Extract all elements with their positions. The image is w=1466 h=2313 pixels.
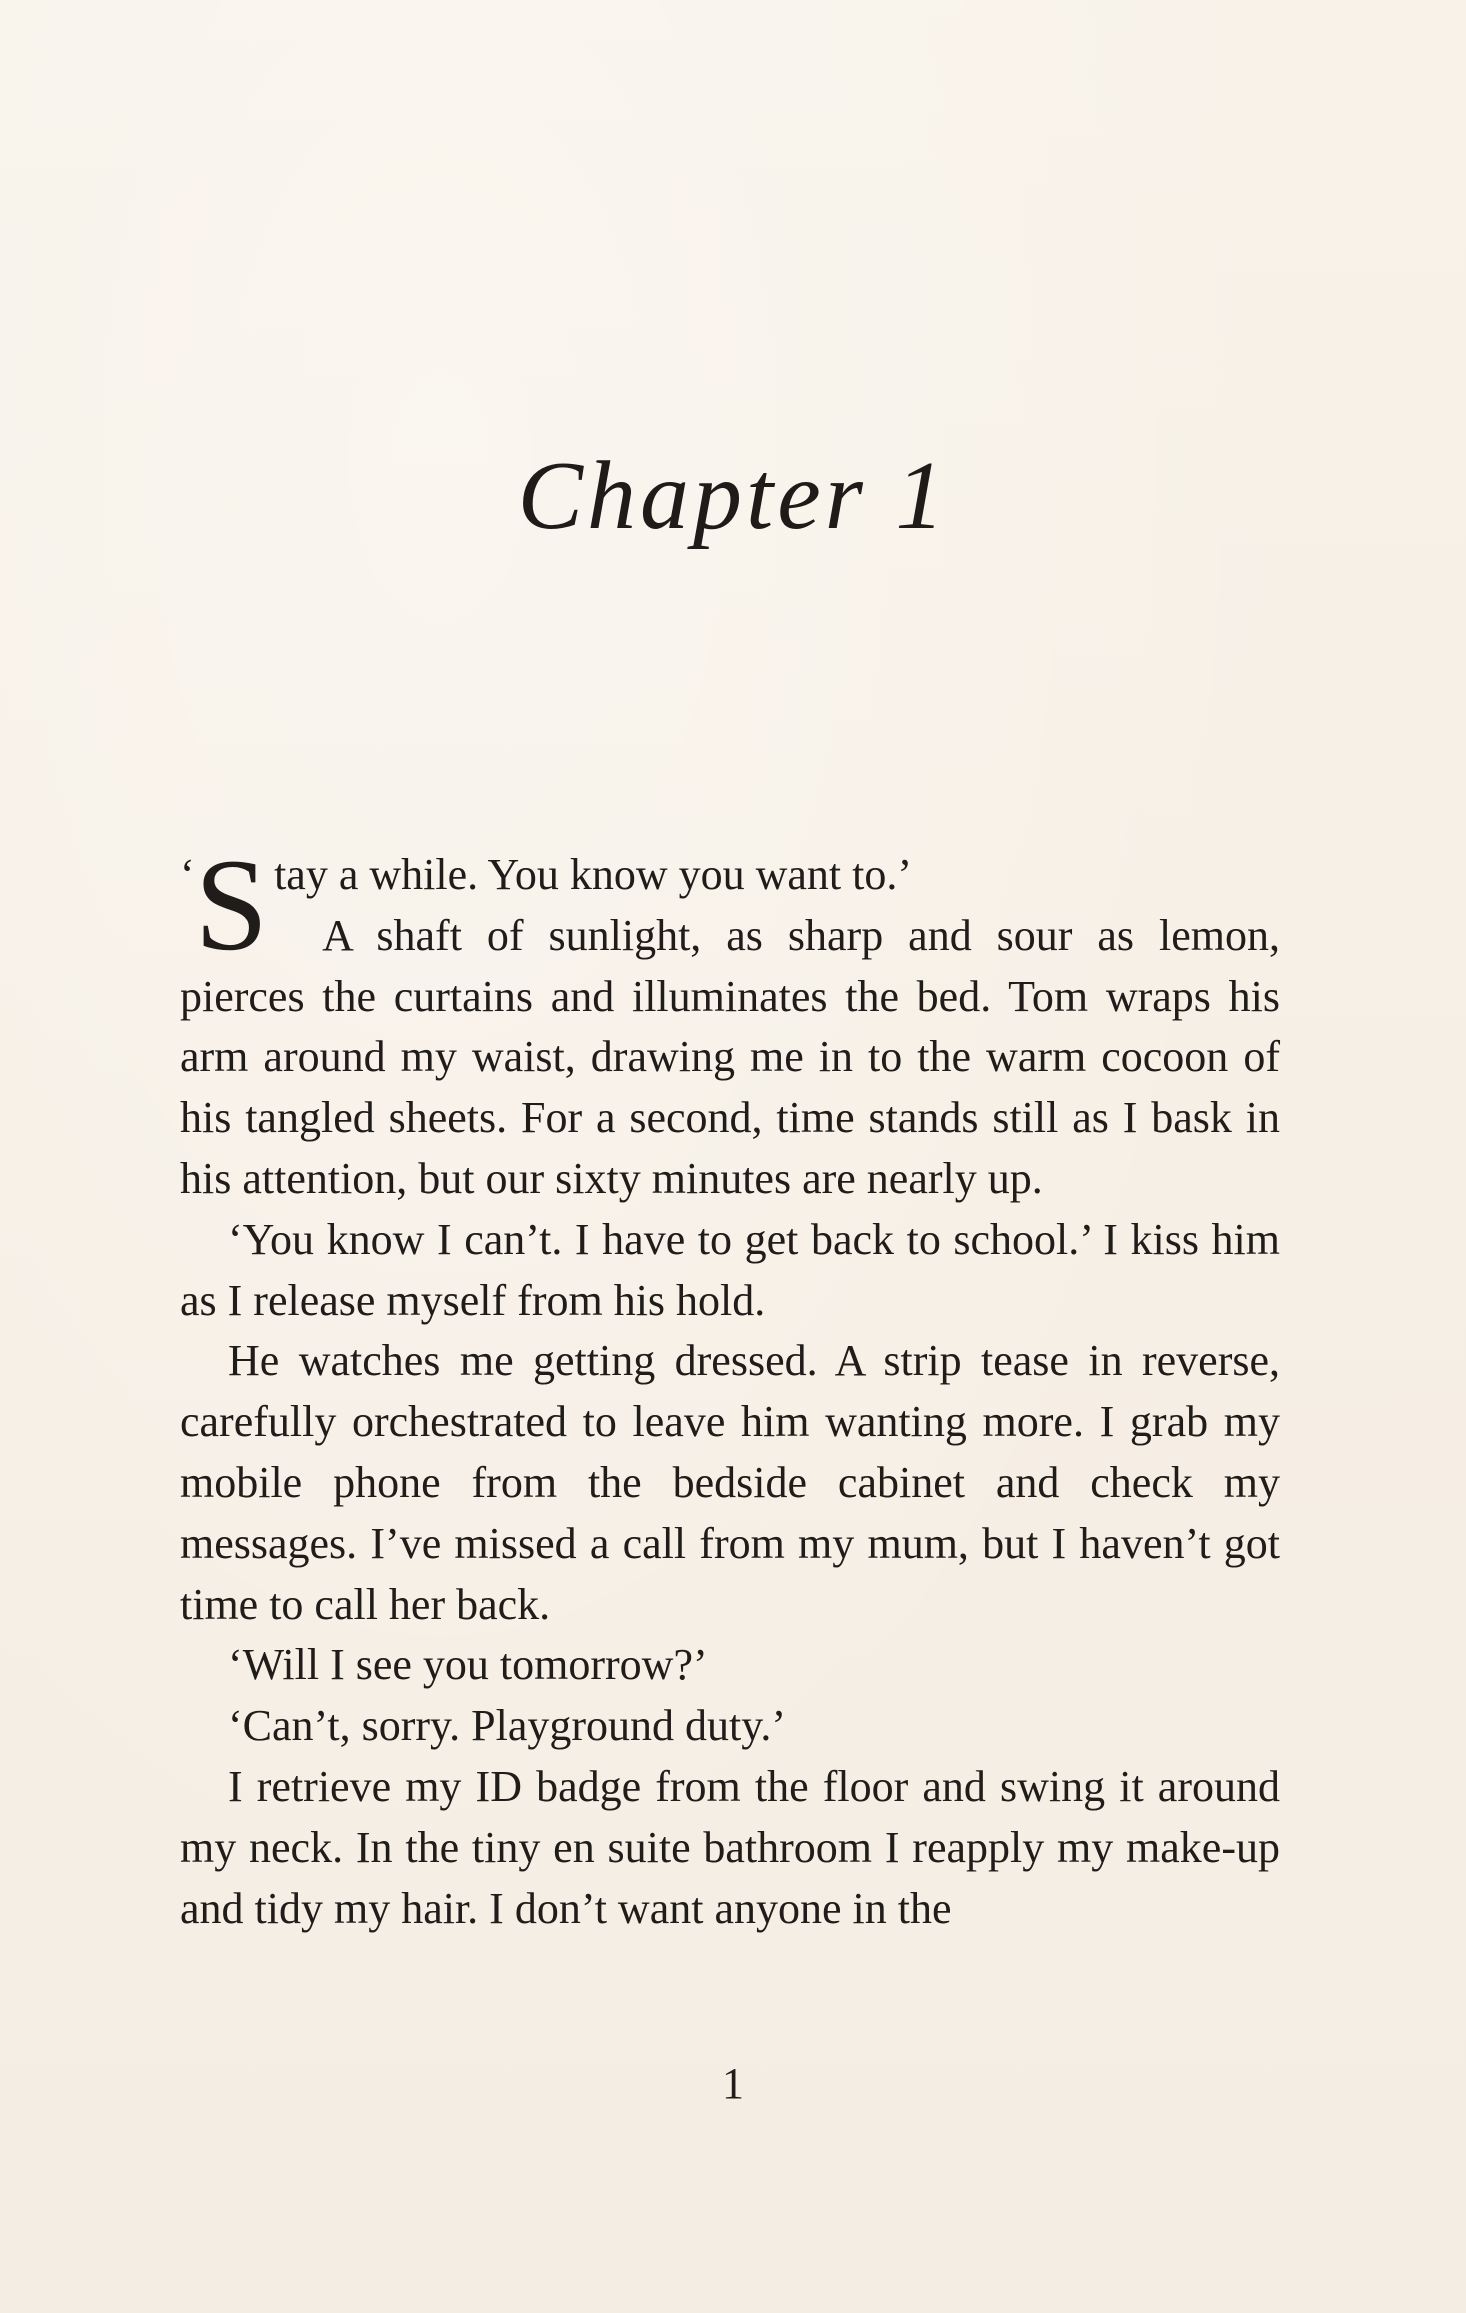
chapter-title: Chapter 1 xyxy=(517,442,949,550)
page-number: 1 xyxy=(722,2059,744,2108)
body-text xyxy=(180,831,1280,1939)
paragraph-2: A shaft of sunlight, as sharp and sour as lemon, pierces the curtains and illuminates the bed. Tom wraps his arm around my waist, drawing me in to the warm cocoon of his tangled sheets. For a second, time stands still as I bask in his attention, but our sixty minutes are nearly up. xyxy=(180,910,1280,1203)
paragraph-1-text: tay a while. You know you want to.’ xyxy=(274,850,913,899)
paragraph-3: ‘You know I can’t. I have to get back to school.’ I kiss him as I release myself from his hold. xyxy=(180,1214,1280,1325)
paragraph-4: He watches me getting dressed. A strip tease in reverse, carefully orchestrated to leave him wanting more. I grab my mobile phone from the bedside cabinet and check my messages. I’ve missed a call from my mum, but I haven’t got time to call her back. xyxy=(180,1336,1280,1629)
dropcap xyxy=(180,831,269,978)
paragraph-1 xyxy=(180,831,1280,978)
dropcap-quote: ‘ xyxy=(180,850,195,899)
paragraph-5: ‘Will I see you tomorrow?’ xyxy=(228,1640,708,1690)
dropcap-letter: S xyxy=(194,831,269,978)
paragraph-7: I retrieve my ID badge from the floor and swing it around my neck. In the tiny en suite bathroom I reapply my make-up and tidy my hair. I don’t want anyone in the xyxy=(180,1761,1280,1933)
paragraph-6: ‘Can’t, sorry. Playground duty.’ xyxy=(228,1701,787,1751)
